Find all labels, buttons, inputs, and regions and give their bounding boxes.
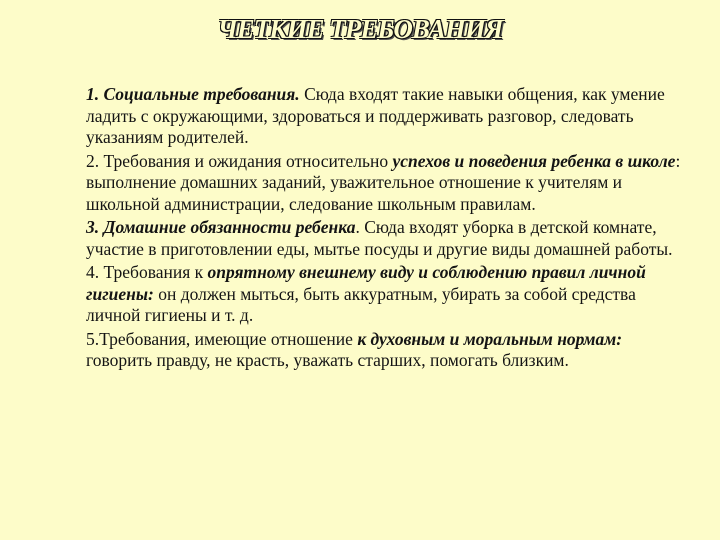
paragraph-heading: 1. Социальные требования. xyxy=(86,84,300,104)
paragraph-text: Сюда входят такие навыки общения, как умение ладить с окружающими, здороваться и поддерживать разговор, следовать указаниям родителей. xyxy=(86,84,665,147)
paragraph-emphasis: к духовным и моральным нормам: xyxy=(357,328,623,349)
paragraph-text: 4. Требования к xyxy=(86,262,208,282)
paragraph-emphasis: опрятному внешнему виду и соблюдению правил личной гигиены: xyxy=(86,262,646,304)
paragraph-text: 5.Требования, имеющие отношение xyxy=(86,328,358,349)
paragraph-text: говорить правду, не красть, уважать старших, помогать близким. xyxy=(86,350,569,370)
paragraph-text: 2. Требования и ожидания относительно xyxy=(86,150,393,171)
slide-body xyxy=(86,84,686,374)
paragraph-heading: 3. Домашние обязанности ребенка xyxy=(86,217,356,237)
paragraph-text: он должен мыться, быть аккуратным, убирать за собой средства личной гигиены и т. д. xyxy=(86,283,636,325)
paragraph-emphasis: успехов и поведения ребенка в школе xyxy=(392,150,676,171)
paragraph-school-requirements xyxy=(86,151,686,216)
slide-title: ЧЕТКИЕ ТРЕБОВАНИЯ xyxy=(217,14,503,44)
paragraph-moral-norms xyxy=(86,329,686,372)
paragraph-social-requirements xyxy=(86,84,686,149)
paragraph-text: : выполнение домашних заданий, уважительное отношение к учителям и школьной администрации, следование школьным правилам. xyxy=(86,150,681,214)
paragraph-text: . Сюда входят уборка в детской комнате, участие в приготовлении еды, мытье посуды и другие виды домашней работы. xyxy=(86,217,673,259)
paragraph-appearance-hygiene xyxy=(86,262,686,327)
paragraph-home-duties xyxy=(86,217,686,260)
